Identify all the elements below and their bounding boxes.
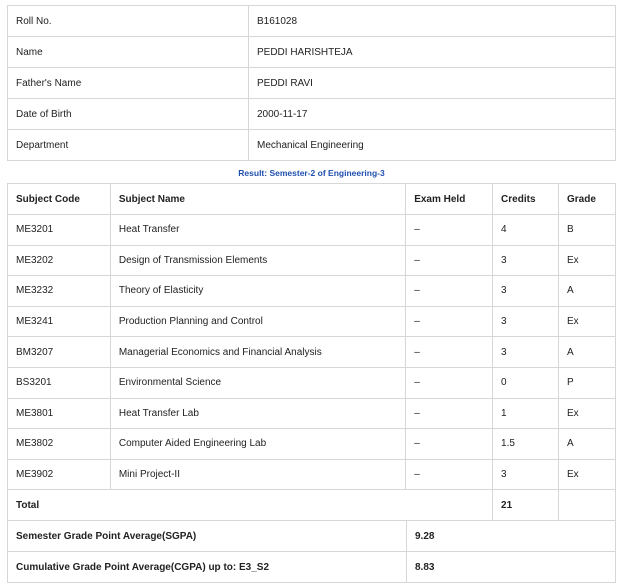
table-row (8, 276, 616, 307)
exam-held: – (406, 337, 493, 368)
fathers-name-value: PEDDI RAVI (249, 68, 616, 99)
grades-table (7, 183, 616, 521)
subject-code: ME3801 (8, 398, 111, 429)
total-label: Total (8, 490, 493, 521)
subject-name: Theory of Elasticity (110, 276, 405, 307)
name-label: Name (8, 37, 249, 68)
subject-code: ME3802 (8, 429, 111, 460)
subject-name: Heat Transfer (110, 215, 405, 246)
credits: 3 (493, 306, 559, 337)
exam-held: – (406, 367, 493, 398)
subject-name: Heat Transfer Lab (110, 398, 405, 429)
info-row-roll-no (8, 6, 616, 37)
header-credits: Credits (493, 184, 559, 215)
subject-code: ME3201 (8, 215, 111, 246)
cgpa-row (8, 552, 616, 583)
grade: A (559, 276, 616, 307)
info-row-fathers-name (8, 68, 616, 99)
subject-name: Mini Project-II (110, 459, 405, 490)
fathers-name-label: Father's Name (8, 68, 249, 99)
result-title: Result: Semester-2 of Engineering-3 (238, 168, 385, 178)
subject-code: ME3202 (8, 245, 111, 276)
subject-name: Managerial Economics and Financial Analysis (110, 337, 405, 368)
name-value: PEDDI HARISHTEJA (249, 37, 616, 68)
grade: Ex (559, 245, 616, 276)
grade: Ex (559, 306, 616, 337)
total-credits: 21 (493, 490, 559, 521)
subject-code: ME3902 (8, 459, 111, 490)
subject-name: Design of Transmission Elements (110, 245, 405, 276)
table-row (8, 398, 616, 429)
sgpa-value: 9.28 (407, 521, 616, 552)
subject-code: ME3241 (8, 306, 111, 337)
credits: 1.5 (493, 429, 559, 460)
exam-held: – (406, 398, 493, 429)
grade: A (559, 337, 616, 368)
roll-no-label: Roll No. (8, 6, 249, 37)
total-grade-empty (559, 490, 616, 521)
exam-held: – (406, 276, 493, 307)
credits: 3 (493, 337, 559, 368)
header-subject-name: Subject Name (110, 184, 405, 215)
grade: Ex (559, 459, 616, 490)
credits: 3 (493, 245, 559, 276)
table-row (8, 367, 616, 398)
credits: 4 (493, 215, 559, 246)
subject-code: ME3232 (8, 276, 111, 307)
subject-name: Production Planning and Control (110, 306, 405, 337)
dob-value: 2000-11-17 (249, 99, 616, 130)
subject-name: Environmental Science (110, 367, 405, 398)
subject-name: Computer Aided Engineering Lab (110, 429, 405, 460)
grades-header-row (8, 184, 616, 215)
student-info-table (7, 5, 616, 161)
table-row (8, 459, 616, 490)
info-row-name (8, 37, 616, 68)
sgpa-label: Semester Grade Point Average(SGPA) (8, 521, 407, 552)
dob-label: Date of Birth (8, 99, 249, 130)
credits: 1 (493, 398, 559, 429)
table-row (8, 215, 616, 246)
table-row (8, 245, 616, 276)
sgpa-row (8, 521, 616, 552)
grade: A (559, 429, 616, 460)
exam-held: – (406, 245, 493, 276)
exam-held: – (406, 215, 493, 246)
cgpa-value: 8.83 (407, 552, 616, 583)
exam-held: – (406, 429, 493, 460)
header-subject-code: Subject Code (8, 184, 111, 215)
header-exam-held: Exam Held (406, 184, 493, 215)
grade: P (559, 367, 616, 398)
exam-held: – (406, 459, 493, 490)
info-row-dob (8, 99, 616, 130)
credits: 3 (493, 459, 559, 490)
subject-code: BM3207 (8, 337, 111, 368)
roll-no-value: B161028 (249, 6, 616, 37)
table-row (8, 337, 616, 368)
credits: 0 (493, 367, 559, 398)
info-row-department (8, 130, 616, 161)
credits: 3 (493, 276, 559, 307)
summary-table (7, 520, 616, 583)
table-row (8, 429, 616, 460)
cgpa-label: Cumulative Grade Point Average(CGPA) up to: E3_S2 (8, 552, 407, 583)
grade: B (559, 215, 616, 246)
department-value: Mechanical Engineering (249, 130, 616, 161)
subject-code: BS3201 (8, 367, 111, 398)
exam-held: – (406, 306, 493, 337)
header-grade: Grade (559, 184, 616, 215)
total-row (8, 490, 616, 521)
grade: Ex (559, 398, 616, 429)
department-label: Department (8, 130, 249, 161)
table-row (8, 306, 616, 337)
